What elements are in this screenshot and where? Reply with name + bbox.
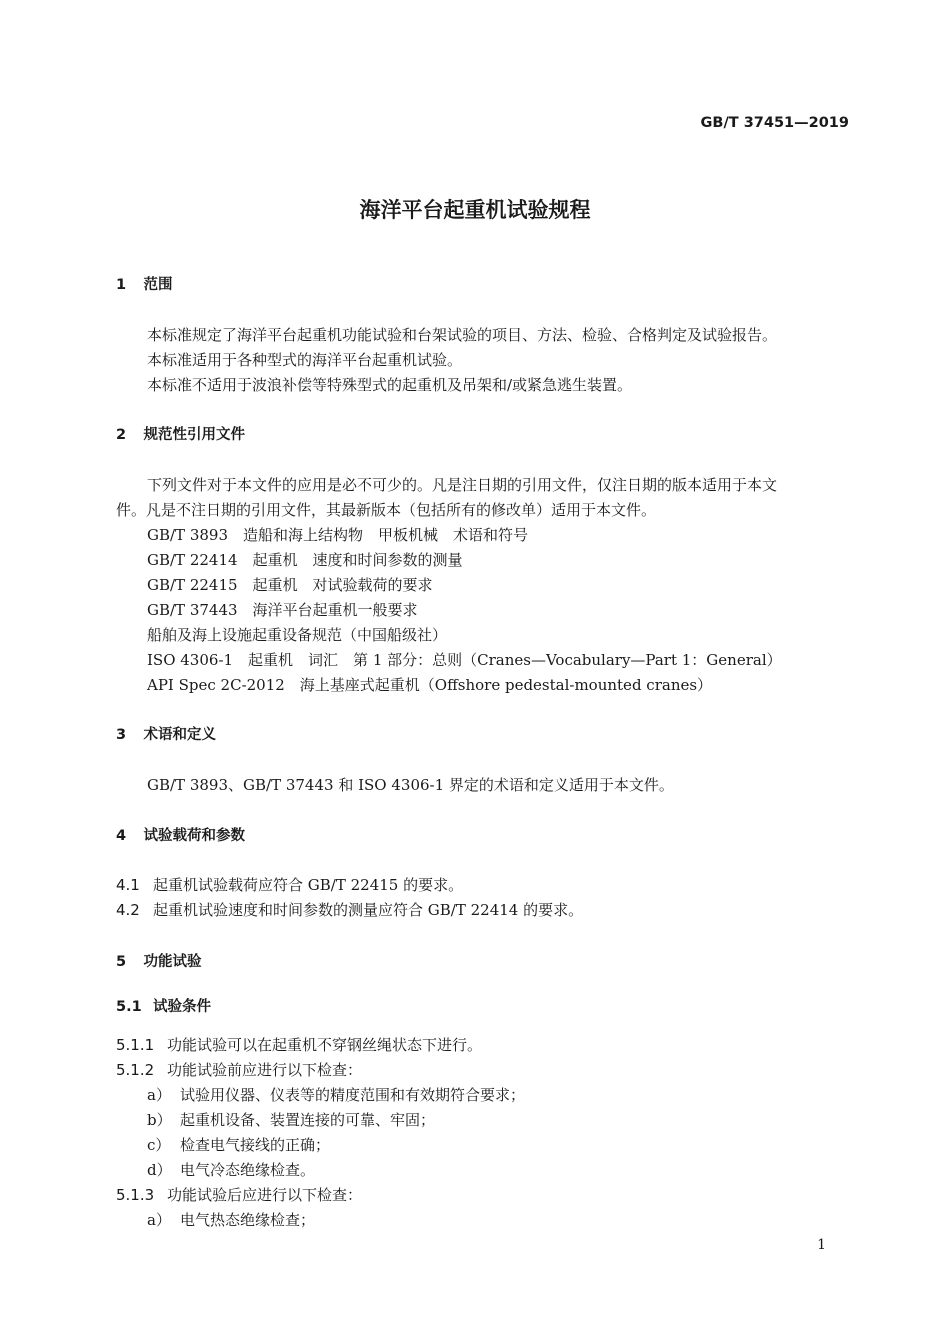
section-2-heading — [116, 425, 245, 445]
clause-number: 4.1 — [116, 876, 140, 894]
reference-item: GB/T 22415 起重机 对试验载荷的要求 — [147, 576, 433, 594]
clause-5-1-1 — [116, 1035, 482, 1055]
paragraph: 本标准规定了海洋平台起重机功能试验和台架试验的项目、方法、检验、合格判定及试验报告。 — [147, 326, 778, 344]
section-number: 4 — [116, 828, 127, 844]
list-text: 检查电气接线的正确； — [180, 1136, 331, 1154]
list-text: 试验用仪器、仪表等的精度范围和有效期符合要求； — [180, 1086, 526, 1104]
section-number: 5 — [116, 954, 127, 970]
section-title: 范围 — [143, 277, 173, 293]
section-4-heading — [116, 826, 245, 846]
clause-number: 5.1.3 — [116, 1186, 155, 1204]
list-text: 电气热态绝缘检查； — [180, 1211, 316, 1229]
section-title: 试验条件 — [153, 999, 211, 1015]
list-text: 电气冷态绝缘检查。 — [180, 1161, 316, 1179]
clause-number: 4.2 — [116, 901, 140, 919]
reference-item: ISO 4306-1 起重机 词汇 第 1 部分：总则（Cranes—Vocabulary—Part 1：General） — [147, 651, 782, 669]
reference-item: 船舶及海上设施起重设备规范（中国船级社） — [147, 626, 448, 644]
clause-4-2 — [116, 900, 583, 920]
list-item — [147, 1135, 330, 1155]
paragraph: 下列文件对于本文件的应用是必不可少的。凡是注日期的引用文件，仅注日期的版本适用于本文 — [147, 476, 778, 494]
clause-text: 功能试验后应进行以下检查： — [167, 1186, 363, 1204]
section-number: 5.1 — [116, 999, 142, 1015]
section-title: 术语和定义 — [143, 727, 216, 743]
document-title: 海洋平台起重机试验规程 — [359, 198, 591, 222]
reference-item: GB/T 22414 起重机 速度和时间参数的测量 — [147, 551, 463, 569]
list-text: 起重机设备、装置连接的可靠、牢固； — [180, 1111, 436, 1129]
list-label: b） — [147, 1111, 172, 1129]
clause-text: 起重机试验速度和时间参数的测量应符合 GB/T 22414 的要求。 — [153, 901, 584, 919]
paragraph: GB/T 3893、GB/T 37443 和 ISO 4306-1 界定的术语和定义适用于本文件。 — [147, 776, 674, 794]
clause-text: 功能试验前应进行以下检查： — [167, 1061, 363, 1079]
list-label: a） — [147, 1211, 171, 1229]
subsection-5-1-heading — [116, 997, 211, 1017]
section-number: 2 — [116, 427, 127, 443]
document-code: GB/T 37451—2019 — [700, 115, 849, 131]
list-item — [147, 1085, 525, 1105]
clause-text: 功能试验可以在起重机不穿钢丝绳状态下进行。 — [167, 1036, 483, 1054]
list-label: a） — [147, 1086, 171, 1104]
paragraph: 本标准不适用于波浪补偿等特殊型式的起重机及吊架和/或紧急逃生装置。 — [147, 376, 633, 394]
clause-text: 起重机试验载荷应符合 GB/T 22415 的要求。 — [153, 876, 464, 894]
section-3-heading — [116, 725, 216, 745]
clause-5-1-3 — [116, 1185, 362, 1205]
list-label: c） — [147, 1136, 171, 1154]
reference-item: API Spec 2C-2012 海上基座式起重机（Offshore pedestal-mounted cranes） — [147, 676, 713, 694]
reference-item: GB/T 3893 造船和海上结构物 甲板机械 术语和符号 — [147, 526, 529, 544]
reference-item: GB/T 37443 海洋平台起重机一般要求 — [147, 601, 418, 619]
list-item — [147, 1110, 435, 1130]
list-item — [147, 1210, 315, 1230]
section-title: 试验载荷和参数 — [143, 828, 245, 844]
clause-number: 5.1.2 — [116, 1061, 155, 1079]
paragraph: 本标准适用于各种型式的海洋平台起重机试验。 — [147, 351, 463, 369]
section-1-heading — [116, 275, 172, 295]
clause-number: 5.1.1 — [116, 1036, 155, 1054]
section-title: 功能试验 — [143, 954, 202, 970]
section-title: 规范性引用文件 — [143, 427, 245, 443]
page-number: 1 — [817, 1237, 826, 1253]
clause-5-1-2 — [116, 1060, 362, 1080]
clause-4-1 — [116, 875, 463, 895]
paragraph: 件。凡是不注日期的引用文件，其最新版本（包括所有的修改单）适用于本文件。 — [116, 501, 657, 519]
section-number: 1 — [116, 277, 127, 293]
section-number: 3 — [116, 727, 127, 743]
section-5-heading — [116, 952, 201, 972]
list-item — [147, 1160, 315, 1180]
list-label: d） — [147, 1161, 172, 1179]
